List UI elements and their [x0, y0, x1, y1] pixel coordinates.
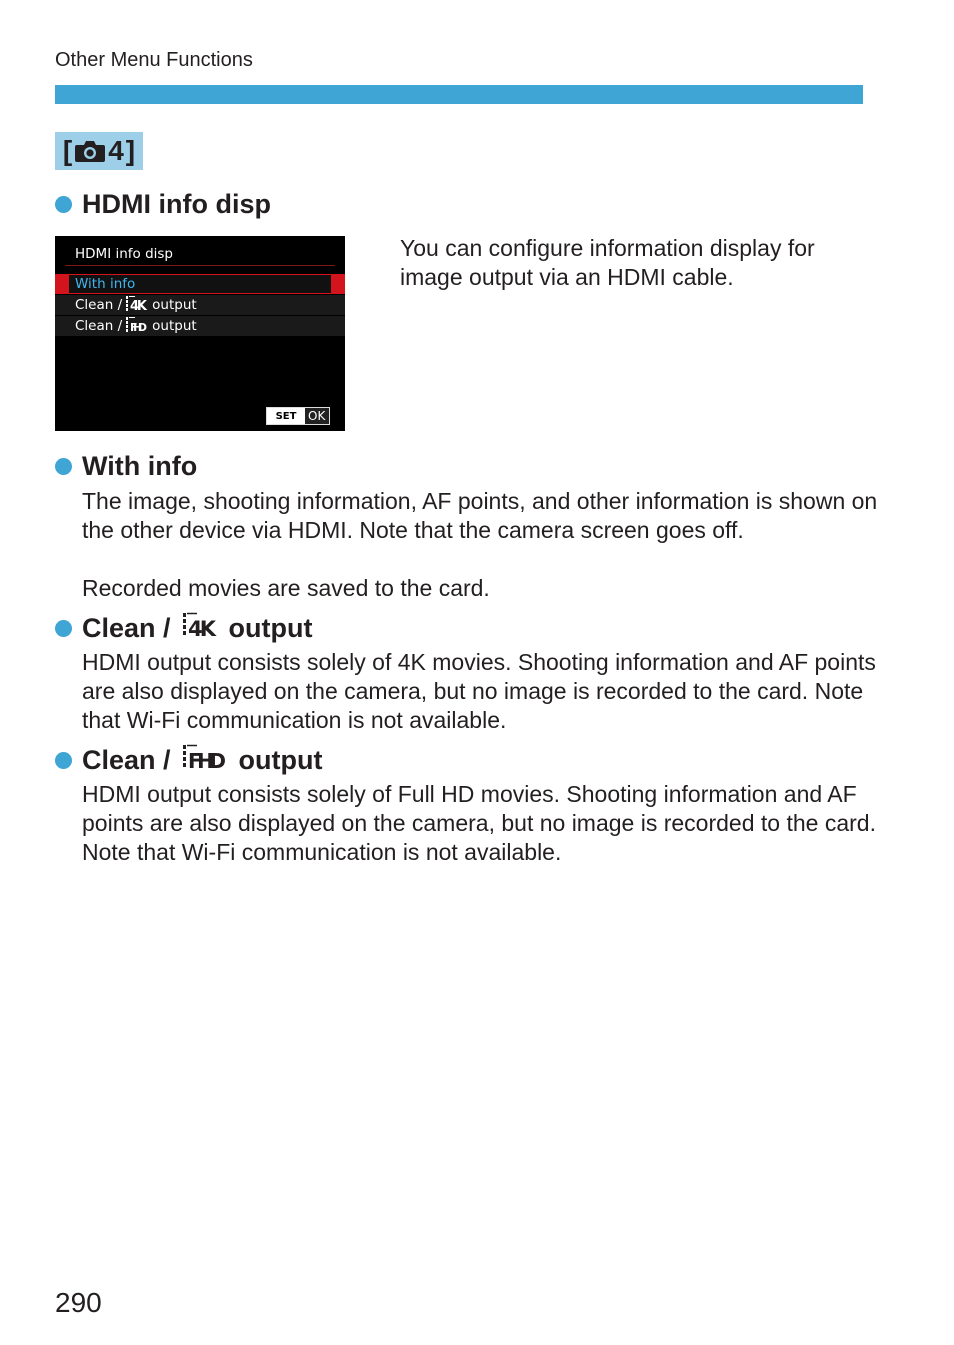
- clean-fhd-prefix: Clean /: [82, 745, 171, 775]
- screen-title: HDMI info disp: [75, 246, 174, 262]
- page-number: 290: [55, 1287, 102, 1318]
- screen-option-clean-4k[interactable]: [55, 295, 345, 315]
- screen-divider: [65, 265, 335, 266]
- clean-fhd-text: HDMI output consists solely of Full HD movies. Shooting information and AF points are also displayed on the camera, but no image is recorded to the card. Note that Wi-Fi communication is not available.: [82, 781, 876, 865]
- svg-text:4K: 4K: [130, 298, 148, 311]
- svg-text:FHD: FHD: [130, 320, 148, 332]
- ok-label: OK: [308, 409, 326, 423]
- set-ok-button[interactable]: [266, 407, 330, 425]
- section-name: Other Menu Functions: [55, 49, 253, 71]
- svg-text:4K: 4K: [187, 617, 216, 638]
- tab-bracket-open: [: [62, 135, 73, 166]
- camera-icon: [74, 139, 106, 163]
- with-info-text: The image, shooting information, AF points, and other information is shown on the other device via HDMI. Note that the camera screen goes off.: [82, 488, 878, 543]
- clean-4k-suffix: output: [228, 613, 313, 643]
- clean-fhd-suffix: output: [238, 745, 323, 775]
- fhd-movie-icon: [183, 744, 227, 777]
- screen-option-clean-fhd[interactable]: [55, 316, 345, 336]
- screen-option-suffix: output: [152, 297, 197, 313]
- clean-4k-heading: [55, 612, 312, 645]
- 4k-movie-icon: [126, 296, 148, 315]
- with-info-heading: [55, 451, 197, 482]
- bullet-icon: [55, 196, 72, 213]
- clean-4k-prefix: Clean /: [82, 613, 171, 643]
- hdmi-info-description: You can configure information display for image output via an HDMI cable.: [400, 235, 815, 290]
- hdmi-info-heading: [55, 189, 271, 220]
- screen-option-label: With info: [75, 276, 136, 292]
- hdmi-info-heading-text: HDMI info disp: [82, 189, 271, 219]
- 4k-movie-icon: [183, 612, 217, 645]
- with-info-note: Recorded movies are saved to the card.: [82, 575, 490, 601]
- menu-tab-badge: [55, 132, 143, 170]
- clean-fhd-heading: [55, 744, 322, 777]
- set-key-label: SET: [267, 408, 305, 424]
- bullet-icon: [55, 620, 72, 637]
- fhd-movie-icon: [126, 317, 148, 336]
- camera-screen: [55, 236, 345, 431]
- with-info-heading-text: With info: [82, 451, 198, 481]
- svg-text:FHD: FHD: [187, 749, 226, 770]
- bullet-icon: [55, 752, 72, 769]
- tab-bracket-close: ]: [125, 135, 136, 166]
- screen-option-prefix: Clean /: [75, 318, 123, 334]
- screen-option-with-info[interactable]: [55, 274, 345, 294]
- tab-number: 4: [108, 135, 124, 166]
- clean-4k-text: HDMI output consists solely of 4K movies. Shooting information and AF points are also displayed on the camera, but no image is recorded to the card. Note that Wi-Fi communication is not available.: [82, 649, 876, 733]
- bullet-icon: [55, 458, 72, 475]
- section-bar: [55, 85, 863, 104]
- screen-option-prefix: Clean /: [75, 297, 123, 313]
- screen-option-suffix: output: [152, 318, 197, 334]
